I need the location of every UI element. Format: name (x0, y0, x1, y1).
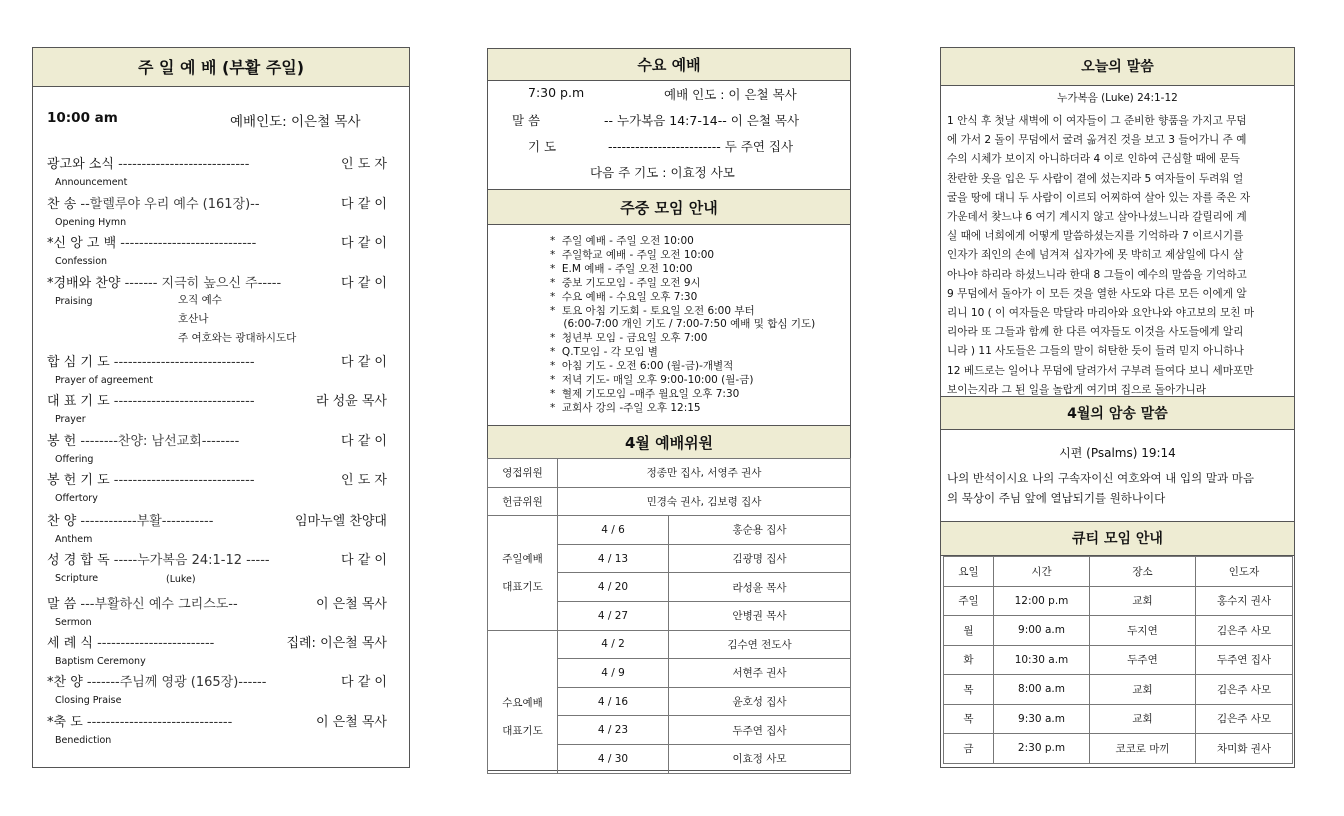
order-item-detail: --------찬양: 남선교회-------- (80, 434, 240, 449)
april-staff-table (487, 458, 851, 774)
todays-word-title: 오늘의 말씀 (941, 48, 1294, 86)
wednesday-time: 7:30 p.m (528, 85, 585, 100)
order-item-english: Baptism Ceremony (55, 656, 146, 667)
list-item: * 혈제 기도모임 –매주 월요일 오후 7:30 (550, 387, 740, 400)
order-item-detail: ------------------------------- (86, 715, 233, 730)
qt-leader: 김은주 사모 (1196, 675, 1293, 705)
qt-place: 코코로 마끼 (1090, 734, 1196, 764)
qt-place: 두지연 (1090, 616, 1196, 646)
sunday-time-row (47, 110, 399, 130)
wed-date-1: 4 / 2 (558, 630, 669, 659)
verse-line: 9 무덤에서 돌아가 이 모든 것을 열한 사도와 다른 모든 이에게 알 (947, 287, 1247, 300)
order-item-english: Closing Praise (55, 695, 122, 706)
praise-song-1: 오직 예수 (178, 294, 222, 306)
order-item-name: 대 표 기 도 (47, 394, 110, 409)
verse-line: 리아라 또 그들과 함께 한 다른 여자들도 이것을 사도들에게 알리 (947, 326, 1244, 339)
order-item-leader: 다 같 이 (341, 553, 387, 568)
order-item-name: 찬 양 (47, 514, 77, 529)
list-item: * 수요 예배 - 수요일 오후 7:30 (550, 290, 698, 303)
qt-place: 교회 (1090, 675, 1196, 705)
order-item-name: 말 씀 (47, 597, 77, 612)
wed-date-3: 4 / 16 (558, 687, 669, 716)
wed-prayer-label-2: 대표기도 (502, 724, 543, 737)
list-item: * 교회사 강의 -주일 오후 12:15 (550, 401, 701, 414)
qt-leader: 김은주 사모 (1196, 616, 1293, 646)
table-row (488, 487, 851, 516)
wednesday-sermon-label: 말 씀 (512, 113, 541, 128)
table-row (488, 459, 851, 488)
memory-verse-text (947, 468, 1286, 508)
word-panel (940, 47, 1295, 768)
offering-names: 민경숙 권사, 김보령 집사 (558, 487, 851, 516)
order-item-detail: ------------------------------ (113, 394, 255, 409)
qt-leader: 홍수지 권사 (1196, 586, 1293, 616)
qt-time: 2:30 p.m (994, 734, 1090, 764)
order-item-english: Offering (55, 454, 94, 465)
wed-name-4: 두주연 집사 (669, 716, 851, 745)
qt-header-day: 요일 (944, 557, 994, 587)
order-item-name: 봉 헌 기 도 (47, 473, 110, 488)
todays-word-text (947, 112, 1286, 400)
verse-line: 찬란한 옷을 입은 두 사람이 곁에 섰는지라 5 여자들이 두려워 얼 (947, 172, 1244, 185)
order-item-english: Scripture (55, 573, 99, 584)
verse-line: 1 안식 후 첫날 새벽에 이 여자들이 그 준비한 향품을 가지고 무덤 (947, 115, 1247, 127)
order-item-english: Sermon (55, 617, 92, 628)
sunday-order-item (47, 430, 399, 449)
wed-name-2: 서현주 권사 (669, 659, 851, 688)
order-item-leader: 임마누엘 찬양대 (294, 514, 387, 529)
order-item-detail: ---부활하신 예수 그리스도-- (80, 597, 238, 612)
wednesday-prayer: ------------------------- 두 주연 집사 (608, 139, 794, 154)
wednesday-sermon: -- 누가복음 14:7-14-- 이 은철 목사 (604, 113, 800, 128)
order-item-name: 봉 헌 (47, 434, 77, 449)
table-row (944, 557, 1293, 587)
list-item: * 토요 아침 기도회 - 토요일 오전 6:00 부터 (550, 304, 755, 317)
wed-name-1: 김수연 전도사 (669, 630, 851, 659)
qt-day: 목 (944, 704, 994, 734)
wed-name-3: 윤호성 집사 (669, 687, 851, 716)
qt-time: 12:00 p.m (994, 586, 1090, 616)
qt-place: 교회 (1090, 586, 1196, 616)
order-item-name: 광고와 소식 (47, 157, 114, 172)
order-item-name: *찬 양 (47, 675, 83, 690)
order-item-leader: 이 은철 목사 (315, 597, 387, 612)
list-item: * 청년부 모임 - 금요일 오후 7:00 (550, 332, 708, 345)
qt-header-time: 시간 (994, 557, 1090, 587)
sunday-order-item (47, 593, 399, 612)
sunday-name-3: 라성윤 목사 (669, 573, 851, 602)
sunday-order-item (47, 510, 399, 529)
sunday-order-item (47, 671, 399, 690)
table-row (944, 734, 1293, 764)
memory-verse-title: 4월의 암송 말씀 (941, 396, 1294, 430)
praise-song-3: 주 여호와는 광대하시도다 (178, 332, 297, 344)
gatherings-title: 주중 모임 안내 (488, 189, 850, 225)
verse-line: 리니 10 ( 이 여자들은 막달라 마리아와 요안나와 야고보의 모친 마 (947, 307, 1255, 320)
table-row (488, 630, 851, 659)
order-item-leader: 다 같 이 (341, 355, 387, 370)
table-row (944, 645, 1293, 675)
sunday-date-2: 4 / 13 (558, 544, 669, 573)
order-item-leader: 다 같 이 (341, 236, 387, 251)
qt-day: 주일 (944, 586, 994, 616)
order-item-english: Prayer of agreement (55, 375, 153, 386)
order-item-leader: 다 같 이 (341, 434, 387, 449)
order-item-name: 합 심 기 도 (47, 355, 110, 370)
sunday-date-3: 4 / 20 (558, 573, 669, 602)
wed-date-4: 4 / 23 (558, 716, 669, 745)
order-item-english: Prayer (55, 414, 86, 425)
sunday-time: 10:00 am (47, 110, 118, 126)
order-item-english: Benediction (55, 735, 112, 746)
order-item-detail: ----------------------------- (120, 236, 257, 251)
sunday-order-item (47, 193, 399, 212)
verse-line: 12 베드로는 일어나 무덤에 달려가서 구부려 들여다 보니 세마포만 (947, 364, 1254, 377)
order-item-english: Opening Hymn (55, 217, 127, 228)
verse-line: 인자가 죄인의 손에 넘겨져 십자가에 못 박히고 제삼일에 다시 살 (947, 249, 1244, 262)
wed-date-5: 4 / 30 (558, 744, 669, 773)
order-item-leader: 라 성윤 목사 (315, 394, 387, 409)
list-item: * 저녁 기도- 매일 오후 9:00-10:00 (월-금) (550, 374, 754, 386)
order-item-detail: ------------부활----------- (80, 514, 214, 529)
sunday-prayer-label-2: 대표기도 (502, 580, 543, 593)
order-item-leader: 인 도 자 (341, 473, 387, 488)
list-item: * 주일 예배 - 주일 오전 10:00 (550, 235, 694, 247)
sunday-order-item (47, 549, 399, 568)
qt-place: 교회 (1090, 704, 1196, 734)
order-item-name: 성 경 합 독 (47, 553, 110, 568)
verse-line: 아나야 하리라 하셨느니라 한대 8 그들이 예수의 말씀을 기억하고 (947, 268, 1247, 281)
wed-date-2: 4 / 9 (558, 659, 669, 688)
sunday-date-1: 4 / 6 (558, 516, 669, 545)
april-staff-title: 4월 예배위원 (488, 425, 850, 459)
sunday-order-item (47, 469, 399, 488)
qt-leader: 두주연 집사 (1196, 645, 1293, 675)
order-item-english: Confession (55, 256, 108, 267)
order-item-leader: 이 은철 목사 (315, 715, 387, 730)
sunday-service-panel (32, 47, 410, 768)
order-item-name: 세 례 식 (47, 636, 93, 651)
greeting-label: 영접위원 (488, 459, 558, 488)
wed-prayer-label (488, 630, 558, 773)
sunday-order-item (47, 351, 399, 370)
order-item-leader: 집례: 이은철 목사 (286, 636, 387, 651)
list-item: * 아침 기도 - 오전 6:00 (월-금)-개별적 (550, 360, 734, 373)
order-item-leader: 다 같 이 (341, 675, 387, 690)
table-row (944, 586, 1293, 616)
qt-time: 9:00 a.m (994, 616, 1090, 646)
wed-name-5: 이효정 사모 (669, 744, 851, 773)
qt-day: 월 (944, 616, 994, 646)
list-item: * Q.T모임 - 각 모임 별 (550, 346, 658, 359)
verse-line: 보이는지라 그 된 일을 놀랍게 여기며 집으로 돌아가니라 (947, 383, 1206, 396)
wednesday-prayer-label: 기 도 (528, 139, 557, 154)
qt-day: 목 (944, 675, 994, 705)
order-item-english: Announcement (55, 177, 128, 188)
table-row (488, 516, 851, 545)
verse-line: 굴을 땅에 대니 두 사람이 이르되 어찌하여 살아 있는 자를 죽은 자 (947, 191, 1251, 204)
order-item-leader: 인 도 자 (341, 157, 387, 172)
qt-day: 금 (944, 734, 994, 764)
list-item: * 주일학교 예배 - 주일 오전 10:00 (550, 248, 715, 261)
table-row (944, 675, 1293, 705)
sunday-order-item (47, 272, 399, 291)
order-item-name: 찬 송 (47, 197, 77, 212)
sunday-order-item (47, 232, 399, 251)
wednesday-panel (487, 48, 851, 771)
wednesday-title: 수요 예배 (488, 49, 850, 81)
order-item-name: *경배와 찬양 (47, 276, 121, 291)
qt-leader: 김은주 사모 (1196, 704, 1293, 734)
table-row (944, 616, 1293, 646)
verse-line: 나의 반석이시요 나의 구속자이신 여호와여 내 입의 말과 마음 (947, 471, 1254, 485)
qt-day: 화 (944, 645, 994, 675)
offering-label: 헌금위원 (488, 487, 558, 516)
wednesday-leader: 예배 인도 : 이 은철 목사 (664, 87, 797, 102)
order-item-english: Offertory (55, 493, 98, 504)
qt-place: 두주연 (1090, 645, 1196, 675)
verse-line: 의 묵상이 주님 앞에 열납되기를 원하나이다 (947, 491, 1166, 505)
sunday-leader: 예배인도: 이은철 목사 (230, 114, 361, 130)
order-item-detail: -----누가복음 24:1-12 ----- (113, 553, 270, 568)
order-item-english: Praising (55, 296, 93, 307)
wed-prayer-label-1: 수요예배 (502, 696, 543, 709)
order-item-name: *축 도 (47, 715, 83, 730)
verse-line: 가운데서 찾느냐 6 여기 계시지 않고 살아나셨느니라 갈릴리에 계 (947, 211, 1247, 224)
todays-word-reference: 누가복음 (Luke) 24:1-12 (1057, 92, 1178, 104)
order-item-english: Anthem (55, 534, 93, 545)
qt-title: 큐티 모임 안내 (941, 521, 1294, 556)
memory-verse-reference: 시편 (Psalms) 19:14 (1059, 446, 1176, 460)
list-item: * 중보 기도모임 - 주일 오전 9시 (550, 276, 701, 289)
order-item-detail: ------------------------------ (113, 355, 255, 370)
table-row (944, 704, 1293, 734)
order-item-detail: ---------------------------- (118, 157, 250, 172)
sunday-name-4: 안병권 목사 (669, 601, 851, 630)
scripture-note: (Luke) (166, 574, 196, 585)
order-item-detail: ------- 지극히 높으신 주----- (124, 276, 282, 291)
sunday-order-item (47, 711, 399, 730)
order-item-name: *신 앙 고 백 (47, 236, 117, 251)
verse-line: 실 때에 너희에게 어떻게 말씀하셨는지를 기억하라 7 이르시기를 (947, 230, 1244, 243)
sunday-prayer-label (488, 516, 558, 630)
qt-header-place: 장소 (1090, 557, 1196, 587)
verse-line: 에 가서 2 돌이 무덤에서 굴려 옮겨진 것을 보고 3 들어가니 주 예 (947, 134, 1247, 147)
verse-line: 수의 시체가 보이지 아니하더라 4 이로 인하여 근심할 때에 문득 (947, 153, 1240, 166)
next-week-prayer: 다음 주 기도 : 이효정 사모 (590, 165, 735, 180)
sunday-name-2: 김광명 집사 (669, 544, 851, 573)
verse-line: 니라 ) 11 사도들은 그들의 말이 허탄한 듯이 들려 믿지 아니하나 (947, 345, 1244, 358)
order-item-detail: --할렐루야 우리 예수 (161장)-- (80, 197, 260, 212)
sunday-order-item (47, 632, 399, 651)
sunday-name-1: 홍순용 집사 (669, 516, 851, 545)
list-item: (6:00-7:00 개인 기도 / 7:00-7:50 예배 및 합심 기도) (550, 318, 816, 331)
sunday-date-4: 4 / 27 (558, 601, 669, 630)
qt-time: 8:00 a.m (994, 675, 1090, 705)
order-item-leader: 다 같 이 (341, 276, 387, 291)
order-item-detail: ------------------------- (97, 636, 215, 651)
sunday-prayer-label-1: 주일예배 (502, 552, 543, 565)
praise-song-2: 호산나 (178, 313, 209, 325)
sunday-order-item (47, 153, 399, 172)
order-item-detail: -------주님께 영광 (165장)------ (86, 675, 267, 690)
qt-time: 9:30 a.m (994, 704, 1090, 734)
greeting-names: 정종만 집사, 서영주 권사 (558, 459, 851, 488)
qt-table (943, 556, 1293, 764)
qt-time: 10:30 a.m (994, 645, 1090, 675)
sunday-title: 주 일 예 배 (부활 주일) (33, 48, 409, 87)
order-item-leader: 다 같 이 (341, 197, 387, 212)
order-item-detail: ------------------------------ (113, 473, 255, 488)
list-item: * E.M 예배 - 주일 오전 10:00 (550, 262, 693, 275)
sunday-order-item (47, 390, 399, 409)
qt-header-leader: 인도자 (1196, 557, 1293, 587)
qt-leader: 차미화 권사 (1196, 734, 1293, 764)
